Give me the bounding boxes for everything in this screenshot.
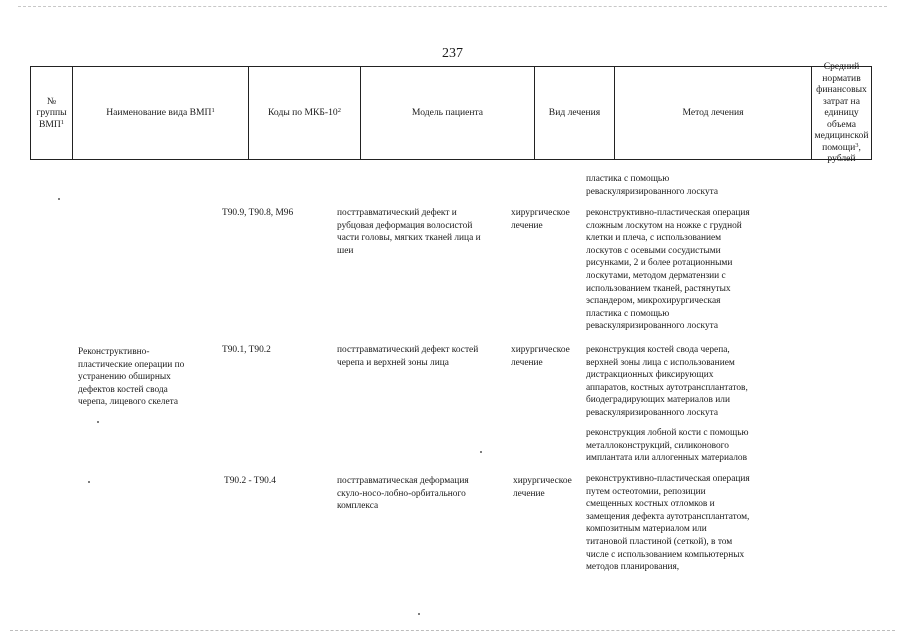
method-line: лоскутами, методом дерматензии с <box>586 270 726 281</box>
method-line: путем остеотомии, репозиции <box>586 486 706 497</box>
header-cost-line: объема <box>827 118 856 130</box>
method-line: методов планирования, <box>586 562 680 573</box>
model-line: посттравматическая деформация <box>337 476 469 486</box>
method-line: аппаратов, костных аутотрансплантатов, <box>586 382 748 393</box>
header-mkb-codes <box>249 67 361 159</box>
method-line: реваскуляризированного лоскута <box>586 186 719 197</box>
row-1-type <box>511 207 570 232</box>
method-line: лоскутов с осевыми сосудистыми <box>586 245 721 256</box>
header-group-line: № <box>46 95 57 107</box>
method-line: имплантата или аллогенных материалов <box>586 453 748 464</box>
row-1-model <box>337 207 481 257</box>
method-line: металлоконструкций, силиконового <box>586 440 729 451</box>
header-cost-line: медицинской <box>814 130 869 142</box>
footnote-mark: 1 <box>60 118 65 126</box>
type-line: хирургическое <box>511 208 570 218</box>
method-line: реконструктивно-пластическая операция <box>586 474 750 484</box>
method-line: эспандером, микрохирургическая <box>586 296 721 307</box>
footnote-mark: 2 <box>337 107 341 115</box>
row-4-codes: T90.2 - T90.4 <box>224 476 276 486</box>
row-2-codes: T90.1, T90.2 <box>222 345 271 355</box>
model-line: части головы, мягких тканей лица и <box>337 233 481 244</box>
header-cost-line: , рублей <box>827 141 861 165</box>
method-line: реконструкция лобной кости с помощью <box>586 428 749 438</box>
header-group-line: ВМП <box>38 118 61 130</box>
footnote-mark: 3 <box>855 141 859 149</box>
header-treatment-method-text: Метод лечения <box>682 107 744 119</box>
model-line: посттравматический дефект костей <box>337 345 479 355</box>
name-line: дефектов костей свода <box>78 384 168 395</box>
type-line: хирургическое <box>513 476 572 486</box>
method-line: использованием тканей, растянутых <box>586 283 731 294</box>
row-2-model <box>337 344 478 369</box>
header-treatment-type-text: Вид лечения <box>548 107 601 119</box>
model-line: посттравматический дефект и <box>337 208 457 218</box>
method-line: пластика с помощью <box>586 174 670 184</box>
table-header <box>30 61 872 165</box>
header-patient-model <box>361 67 535 159</box>
row-2-type <box>511 344 570 369</box>
method-line: замещения дефекта аутотрансплантатом, <box>586 511 750 522</box>
page-bottom-edge <box>10 630 895 631</box>
header-cost-line: финансовых <box>816 84 867 96</box>
method-line: рисунками, 2 и более ротационными <box>586 258 733 269</box>
method-line: реваскуляризированного лоскута <box>586 407 719 418</box>
method-line: реваскуляризированного лоскута <box>586 321 719 332</box>
row-1-method <box>586 207 750 333</box>
name-line: пластические операции по <box>78 359 185 370</box>
scan-speck <box>418 613 420 615</box>
method-line: сложным лоскутом на ножке с грудной <box>586 220 742 231</box>
model-line: комплекса <box>337 501 379 512</box>
method-line: реконструктивно-пластическая операция <box>586 208 750 218</box>
method-line: биодеградирующих материалов или <box>586 395 730 406</box>
method-line: смещенных костных отломков и <box>586 499 715 510</box>
footnote-mark: 1 <box>211 107 215 115</box>
method-line: реконструкция костей свода черепа, <box>586 345 730 355</box>
header-mkb-codes-text: Коды по МКБ-10 <box>268 107 338 119</box>
method-line: верхней зоны лица с использованием <box>586 357 735 368</box>
header-cost <box>812 61 871 165</box>
method-line: клетки и плеча, с использованием <box>586 233 722 244</box>
scan-speck <box>58 198 60 200</box>
header-vmp-name <box>73 67 249 159</box>
row-3-method <box>586 427 748 465</box>
scan-speck <box>88 481 90 483</box>
row-4-model <box>337 475 469 513</box>
model-line: рубцовая деформация волосистой <box>337 220 473 231</box>
row-4-type <box>513 475 572 500</box>
name-line: Реконструктивно- <box>78 347 150 357</box>
row-2-vmp-name <box>78 346 184 409</box>
row-2-method <box>586 344 748 420</box>
row-1-codes: T90.9, T90.8, M96 <box>222 208 294 218</box>
row-0-method <box>586 173 718 198</box>
model-line: шеи <box>337 245 354 256</box>
header-treatment-type <box>535 67 615 159</box>
scan-speck <box>480 451 482 453</box>
name-line: черепа, лицевого скелета <box>78 397 179 408</box>
header-cost-line: Средний <box>823 61 860 73</box>
header-treatment-method <box>615 67 812 159</box>
header-cost-line: норматив <box>822 72 861 84</box>
type-line: лечение <box>513 488 545 499</box>
header-group-line: группы <box>36 107 67 119</box>
page-number: 237 <box>442 46 463 61</box>
header-vmp-name-text: Наименование вида ВМП <box>106 107 212 119</box>
header-cost-line: затрат на единицу <box>823 95 860 119</box>
type-line: хирургическое <box>511 345 570 355</box>
scan-speck <box>97 421 99 423</box>
row-4-method <box>586 473 750 574</box>
header-cost-line: помощи <box>822 141 856 153</box>
type-line: лечение <box>511 220 543 231</box>
header-patient-model-text: Модель пациента <box>411 107 484 119</box>
method-line: числе с использованием компьютерных <box>586 549 745 560</box>
page-top-edge <box>18 6 887 7</box>
method-line: дистракционных фиксирующих <box>586 370 714 381</box>
name-line: устранению обширных <box>78 372 171 383</box>
model-line: черепа и верхней зоны лица <box>337 357 449 368</box>
type-line: лечение <box>511 357 543 368</box>
header-group-number <box>31 67 73 159</box>
method-line: пластика с помощью <box>586 308 670 319</box>
method-line: композитным материалом или <box>586 524 707 535</box>
method-line: титановой пластиной (сеткой), в том <box>586 536 733 547</box>
model-line: скуло-носо-лобно-орбитального <box>337 488 466 499</box>
